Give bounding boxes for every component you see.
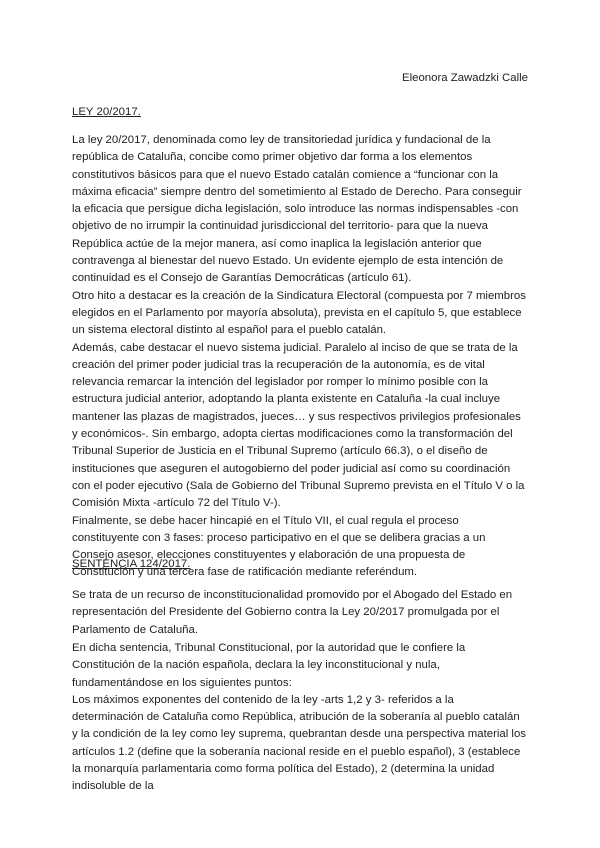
paragraph: Los máximos exponentes del contenido de la ley -arts 1,2 y 3- referidos a la determinación de Cataluña como República, atribución de la soberanía al pueblo catalán y la condición de la ley como ley suprema, quebrantan desde una perspectiva material los artículos 1.2 (define que la soberanía nacional reside en el pueblo español), 3 (establece la monarquía parlamentaria como forma política del Estado), 2 (determina la unidad indisoluble de la	[72, 693, 526, 793]
paragraph: La ley 20/2017, denominada como ley de transitoriedad jurídica y fundacional de la república de Cataluña, concibe como primer objetivo dar forma a los elementos constitutivos básicos para que el nuevo Estado catalán comience a “funcionar con la máxima eficacia” siempre dentro del sometimiento al Estado de Derecho. Para conseguir la eficacia que persigue dicha legislación, solo introduce las normas indispensables -con objetivo de no irrumpir la continuidad jurisdiccional del territorio- para que la nueva República actúe de la mejor manera, así como inaplica la legislación anterior que contravenga al bienestar del nuevo Estado. Un evidente ejemplo de esta intención de continuidad es el Consejo de Garantías Democráticas (artículo 61).	[72, 134, 522, 285]
paragraph: En dicha sentencia, Tribunal Constitucional, por la autoridad que le confiere la Constitución de la nación española, declara la ley inconstitucional y nula, fundamentándose en los siguientes puntos:	[72, 642, 466, 689]
author-name: Eleonora Zawadzki Calle	[402, 72, 528, 84]
section-body-ley	[72, 132, 528, 582]
paragraph: Otro hito a destacar es la creación de la Sindicatura Electoral (compuesta por 7 miembros elegidos en el Parlamento por mayoría absoluta), prevista en el capítulo 5, que establece un sistema electoral distinto al español para el pueblo catalán.	[72, 289, 526, 337]
paragraph: Finalmente, se debe hacer hincapié en el Título VII, el cual regula el proceso constituyente con 3 fases: proceso participativo en el que se delibera gracias a un Consejo asesor, elecciones constituyentes y elaboración de una propuesta de Constitución y una tercera fase de ratificación mediante referéndum.	[72, 514, 486, 579]
paragraph: Se trata de un recurso de inconstitucionalidad promovido por el Abogado del Estado en representación del Presidente del Gobierno contra la Ley 20/2017 promulgada por el Parlamento de Cataluña.	[72, 589, 513, 636]
paragraph: Además, cabe destacar el nuevo sistema judicial. Paralelo al inciso de que se trata de la creación del primer poder judicial tras la recuperación de la autonomía, es de vital relevancia remarcar la intención del legislador por romper lo mínimo posible con la estructura judicial anterior, adoptando la planta existente en Cataluña -la cual incluye mantener las plazas de magistrados, jueces… y sus respectivos privilegios profesionales y económicos-. Sin embargo, adopta ciertas modificaciones como la transformación del Tribunal Superior de Justicia en el Tribunal Supremo (artículo 66.3), o el diseño de instituciones que aseguren el autogobierno del poder judicial así como su coordinación con el poder ejecutivo (Sala de Gobierno del Tribunal Supremo prevista en el Título V o la Comisión Mixta -artículo 72 del Título V-).	[72, 341, 525, 510]
section-heading-ley: LEY 20/2017.	[72, 106, 141, 118]
section-heading-sentencia: SENTENCIA 124/2017.	[72, 558, 191, 570]
section-body-sentencia-intro	[72, 587, 528, 639]
section-body-sentencia-main	[72, 640, 528, 796]
